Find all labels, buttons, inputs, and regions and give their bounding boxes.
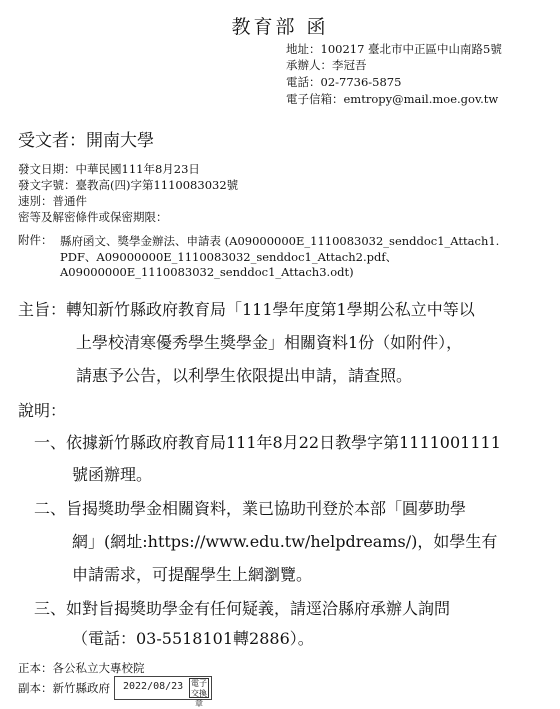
subject-line: 主旨：轉知新竹縣政府教育局「111學年度第1學期公私立中等以 [18, 300, 475, 319]
subject-line: 請惠予公告，以利學生依限提出申請，請查照。 [76, 366, 413, 385]
contact-officer: 承辦人：李冠吾 [286, 58, 367, 72]
contact-address: 地址：100217 臺北市中正區中山南路5號 [286, 42, 502, 56]
explanation-line: 號函辦理。 [72, 465, 153, 484]
contact-phone: 電話：02-7736-5875 [286, 75, 402, 89]
attachment-label: 附件： [18, 233, 53, 247]
issue-number: 發文字號：臺教高(四)字第1110083032號 [18, 178, 239, 192]
issue-date: 發文日期：中華民國111年8月23日 [18, 162, 200, 176]
explanation-line: 二、旨揭獎助學金相關資料，業已協助刊登於本部「圓夢助學 [34, 499, 467, 518]
delivery-speed: 速別：普通件 [18, 194, 87, 208]
exchange-stamp [114, 676, 212, 708]
explanation-line: 申請需求，可提醒學生上網瀏覽。 [72, 565, 313, 584]
security-level: 密等及解密條件或保密期限： [18, 210, 168, 224]
recipient: 受文者：開南大學 [18, 131, 154, 151]
explanation-line: 三、如對旨揭獎助學金有任何疑義，請逕洽縣府承辦人詢問 [34, 599, 451, 618]
original-recipients: 正本：各公私立大專校院 [18, 661, 145, 675]
explanation-line: 網」(網址:https://www.edu.tw/helpdreams/)，如學生有 [72, 532, 498, 551]
attachment-line: A09000000E_1110083032_senddoc1_Attach3.odt) [60, 265, 354, 279]
copy-recipients: 副本：新竹縣政府 [18, 681, 110, 695]
attachment-line: 縣府函文、獎學金辦法、申請表 (A09000000E_1110083032_senddoc1_Attach1. [60, 234, 500, 248]
contact-email: 電子信箱：emtropy@mail.moe.gov.tw [286, 92, 499, 106]
explanation-label: 說明： [18, 401, 67, 420]
explanation-line: 一、依據新竹縣政府教育局111年8月22日教學字第1111001111 [34, 433, 501, 452]
attachment-line: PDF、A09000000E_1110083032_senddoc1_Attach2.pdf、 [60, 250, 398, 264]
stamp-seal: 電子交換章 [191, 679, 207, 708]
explanation-line: （電話：03-5518101轉2886）。 [72, 629, 314, 648]
document-title: 教育部 函 [231, 16, 329, 38]
stamp-date: 2022/08/23 [123, 681, 184, 692]
subject-line: 上學校清寒優秀學生獎學金」相關資料1份（如附件）， [76, 333, 463, 352]
